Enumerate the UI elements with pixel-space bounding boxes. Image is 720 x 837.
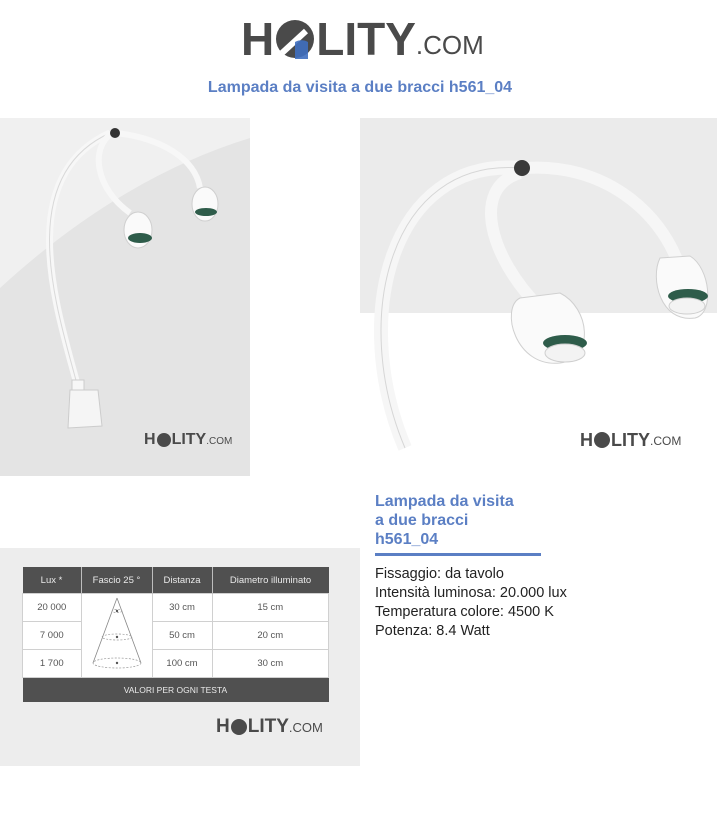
col-header-diameter: Diametro illuminato — [212, 567, 329, 594]
col-header-beam: Fascio 25 ° — [81, 567, 152, 594]
cell-lux: 1 700 — [23, 650, 82, 678]
beam-spec-table — [22, 567, 329, 702]
lamp-closeup-illustration — [360, 118, 717, 470]
watermark-circle-icon-3 — [231, 719, 247, 735]
watermark-letters-lity-2: LITY — [611, 430, 650, 450]
col-header-lux: Lux * — [23, 567, 82, 594]
logo-circle-icon — [276, 20, 314, 58]
brand-logo — [241, 14, 484, 64]
watermark-circle-icon-2 — [594, 432, 610, 448]
watermark-logo-3 — [216, 716, 323, 737]
product-specs — [375, 565, 567, 641]
beam-cone-icon — [87, 595, 147, 673]
spec-luminous-intensity: Intensità luminosa: 20.000 lux — [375, 585, 567, 601]
page-subtitle: Lampada da visita a due bracci h561_04 — [207, 79, 513, 96]
watermark-domain-3: .COM — [288, 720, 323, 735]
watermark-domain: .COM — [206, 436, 233, 447]
table-row — [23, 650, 329, 678]
cell-distance: 100 cm — [152, 650, 212, 678]
product-image-front — [0, 118, 250, 476]
cell-lux: 7 000 — [23, 622, 82, 650]
watermark-letters-lity: LITY — [171, 431, 207, 448]
spec-power: Potenza: 8.4 Watt — [375, 623, 490, 639]
product-title — [375, 492, 514, 549]
spec-fixing: Fissaggio: da tavolo — [375, 566, 504, 582]
watermark-logo-2 — [580, 430, 681, 450]
watermark-logo — [144, 431, 232, 449]
logo-domain: .COM — [415, 30, 484, 60]
watermark-domain-2: .COM — [650, 434, 682, 448]
watermark-letters-lity-3: LITY — [247, 716, 289, 737]
beam-cone-cell — [81, 594, 152, 678]
table-footer: VALORI PER OGNI TESTA — [23, 678, 329, 703]
watermark-letter-h: H — [144, 431, 156, 448]
table-row — [23, 594, 329, 622]
watermark-letter-h-3: H — [216, 716, 230, 737]
watermark-circle-icon — [157, 433, 171, 447]
col-header-distance: Distanza — [152, 567, 212, 594]
product-title-line: Lampada da visita — [375, 493, 514, 510]
lamp-illustration — [0, 118, 250, 476]
cell-distance: 30 cm — [152, 594, 212, 622]
spec-color-temperature: Temperatura colore: 4500 K — [375, 604, 554, 620]
product-code: h561_04 — [375, 531, 439, 548]
product-image-closeup — [360, 118, 717, 470]
table-row — [23, 622, 329, 650]
logo-letter-h: H — [241, 13, 275, 65]
logo-letters-lity: LITY — [316, 13, 416, 65]
cell-diameter: 20 cm — [212, 622, 329, 650]
product-title-line: a due bracci — [375, 512, 469, 529]
watermark-letter-h-2: H — [580, 430, 593, 450]
cell-distance: 50 cm — [152, 622, 212, 650]
title-underline — [375, 553, 541, 556]
cell-diameter: 15 cm — [212, 594, 329, 622]
cell-diameter: 30 cm — [212, 650, 329, 678]
cell-lux: 20 000 — [23, 594, 82, 622]
